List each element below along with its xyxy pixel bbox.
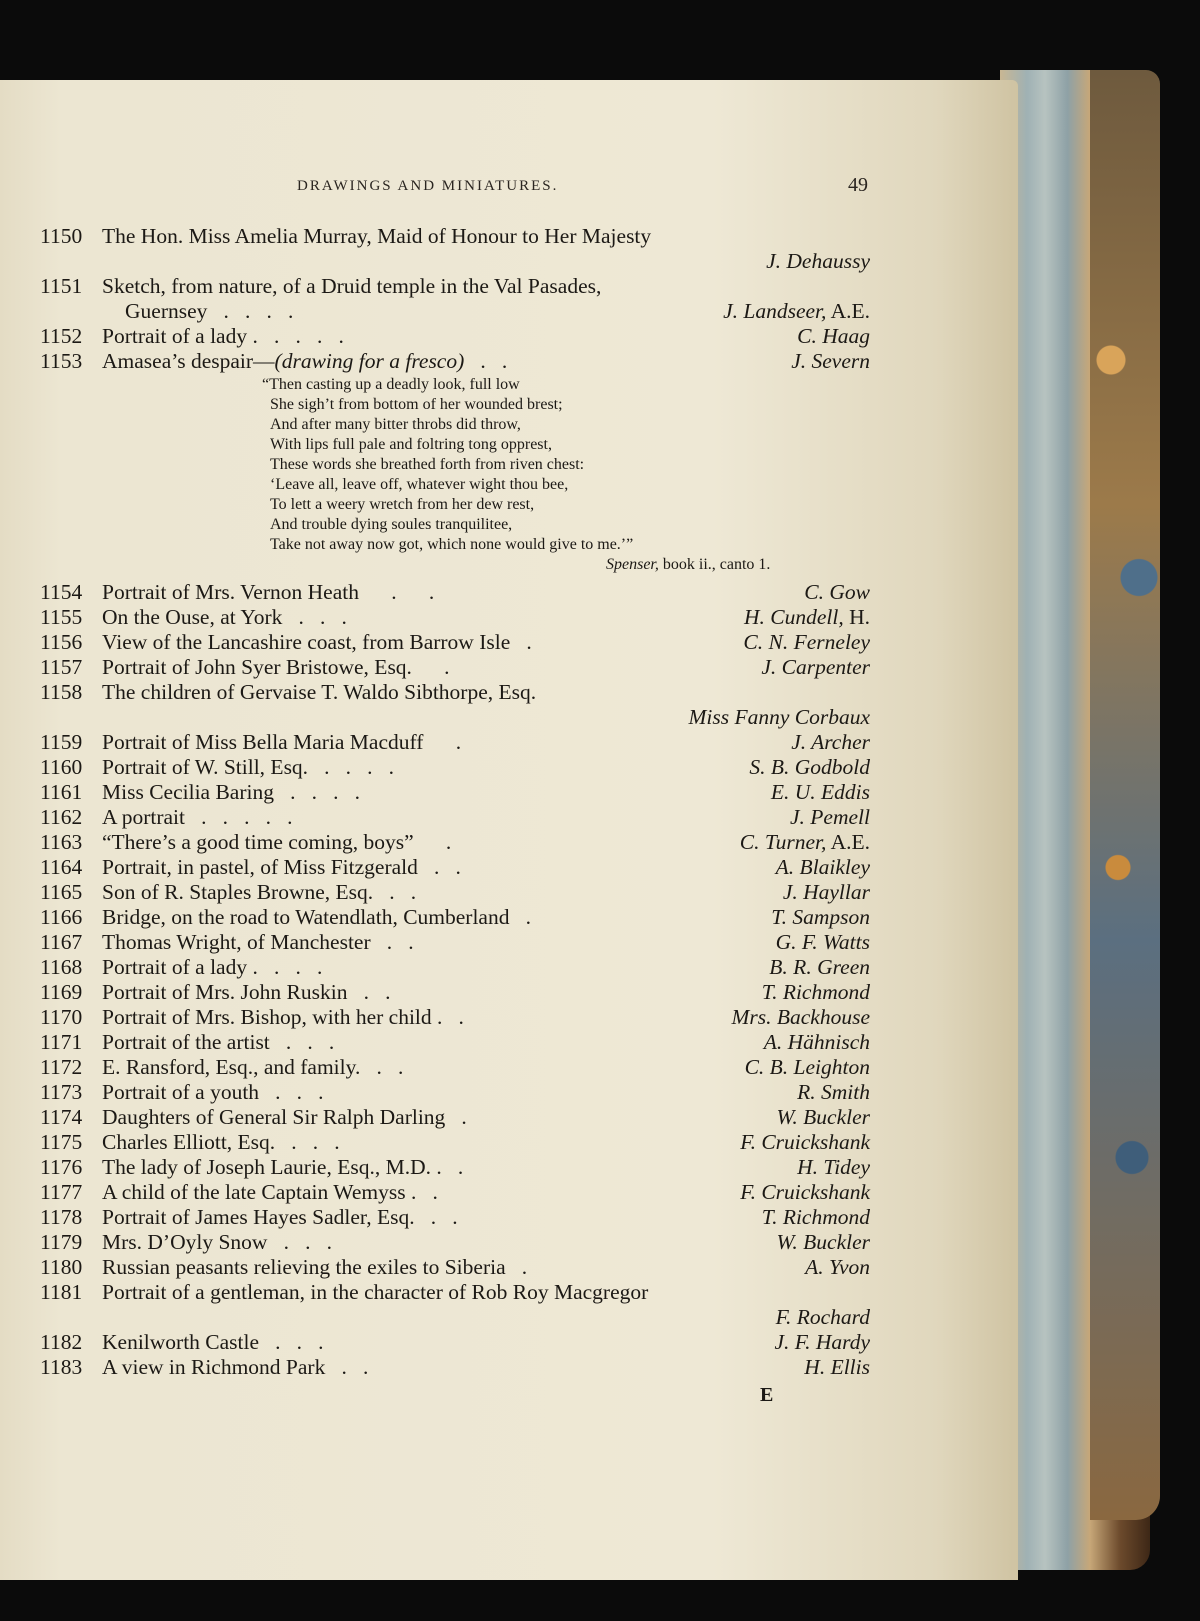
header-title: DRAWINGS AND MINIATURES. <box>297 178 559 194</box>
entry-1164 <box>40 855 870 881</box>
entry-1181-artist-line <box>60 1305 870 1331</box>
entry-1181 <box>40 1280 870 1306</box>
entry-number: 1160 <box>40 755 83 779</box>
entry-artist: H. Ellis <box>804 1355 870 1379</box>
entry-1173 <box>40 1080 870 1106</box>
verse-citation: Spenser, book ii., canto 1. <box>606 556 771 573</box>
entry-number: 1181 <box>40 1280 83 1304</box>
entry-number: 1172 <box>40 1055 83 1079</box>
entry-number: 1175 <box>40 1130 83 1154</box>
entry-1152 <box>40 324 870 350</box>
entry-1160 <box>40 755 870 781</box>
entry-1157 <box>40 655 870 681</box>
entry-number: 1151 <box>40 274 83 298</box>
entry-title: Miss Cecilia Baring . . . . <box>102 780 360 804</box>
entry-1168 <box>40 955 870 981</box>
entry-number: 1164 <box>40 855 83 879</box>
entry-number: 1163 <box>40 830 83 854</box>
entry-title: Bridge, on the road to Watendlath, Cumberland . <box>102 905 531 929</box>
entry-number: 1183 <box>40 1355 83 1379</box>
verse-line: Take not away now got, which none would give to me.’” <box>270 536 634 553</box>
entry-artist: C. Haag <box>797 324 870 348</box>
verse-line: And after many bitter throbs did throw, <box>270 416 521 433</box>
entry-number: 1153 <box>40 349 83 373</box>
entry-artist: H. Cundell, H. <box>743 605 870 629</box>
entry-number: 1177 <box>40 1180 83 1204</box>
entry-artist: J. Pemell <box>790 805 870 829</box>
entry-artist: J. Carpenter <box>761 655 870 679</box>
entry-1150 <box>40 224 870 250</box>
entry-1169 <box>40 980 870 1006</box>
entry-title: Portrait of Mrs. Vernon Heath . . <box>102 580 435 604</box>
entry-artist: S. B. Godbold <box>749 755 870 779</box>
entry-artist: J. F. Hardy <box>774 1330 870 1354</box>
entry-title: Daughters of General Sir Ralph Darling . <box>102 1105 467 1129</box>
entry-artist: W. Buckler <box>776 1105 870 1129</box>
entry-artist: C. Turner, A.E. <box>739 830 870 854</box>
entry-title: Portrait of a gentleman, in the character of Rob Roy Macgregor <box>102 1280 649 1304</box>
entry-title: Portrait of Mrs. Bishop, with her child . . <box>102 1005 464 1029</box>
entry-title: Portrait of W. Still, Esq. . . . . <box>102 755 395 779</box>
entry-1163 <box>40 830 870 856</box>
entry-number: 1165 <box>40 880 83 904</box>
entry-1178 <box>40 1205 870 1231</box>
entry-artist: J. Landseer, A.E. <box>723 299 870 323</box>
entry-1175 <box>40 1130 870 1156</box>
entry-title: Charles Elliott, Esq. . . . <box>102 1130 340 1154</box>
entry-title: A view in Richmond Park . . <box>102 1355 369 1379</box>
entry-title: Russian peasants relieving the exiles to Siberia . <box>102 1255 528 1279</box>
entry-title: Portrait of Mrs. John Ruskin . . <box>102 980 391 1004</box>
entry-number: 1161 <box>40 780 83 804</box>
entry-title: The children of Gervaise T. Waldo Sibthorpe, Esq. <box>102 680 537 704</box>
entry-1155 <box>40 605 870 631</box>
entry-1176 <box>40 1155 870 1181</box>
entry-number: 1152 <box>40 324 83 348</box>
entry-title: Portrait of a lady . . . . . <box>102 324 344 348</box>
entry-number: 1155 <box>40 605 83 629</box>
entry-1166 <box>40 905 870 931</box>
entry-artist: R. Smith <box>797 1080 870 1104</box>
entry-1180 <box>40 1255 870 1281</box>
marbled-edge <box>1090 70 1160 1520</box>
entry-artist: T. Richmond <box>761 1205 870 1229</box>
entry-title: View of the Lancashire coast, from Barrow Isle . <box>102 630 532 654</box>
entry-title: “There’s a good time coming, boys” . <box>102 830 452 854</box>
entry-number: 1182 <box>40 1330 83 1354</box>
entry-title-continued: Guernsey . . . . <box>125 299 294 323</box>
entry-1174 <box>40 1105 870 1131</box>
entry-1150-artist-line <box>60 249 870 275</box>
entry-number: 1158 <box>40 680 83 704</box>
entry-1151-line2 <box>125 299 870 325</box>
entry-artist: J. Dehaussy <box>766 249 870 273</box>
entry-artist: A. Hähnisch <box>763 1030 870 1054</box>
entry-number: 1179 <box>40 1230 83 1254</box>
entry-1158 <box>40 680 870 706</box>
entry-title: Amasea’s despair—(drawing for a fresco) . . <box>102 349 508 373</box>
entry-artist: F. Cruickshank <box>740 1180 870 1204</box>
entry-title: Thomas Wright, of Manchester . . <box>102 930 414 954</box>
verse-line: With lips full pale and foltring tong opprest, <box>270 436 552 453</box>
entry-number: 1178 <box>40 1205 83 1229</box>
entry-title: The Hon. Miss Amelia Murray, Maid of Honour to Her Majesty <box>102 224 652 248</box>
verse-line: These words she breathed forth from riven chest: <box>270 456 585 473</box>
verse-line: She sigh’t from bottom of her wounded brest; <box>270 396 563 413</box>
entry-title: A portrait . . . . . <box>102 805 293 829</box>
entry-artist: W. Buckler <box>776 1230 870 1254</box>
entry-artist: A. Blaikley <box>775 855 870 879</box>
entry-number: 1170 <box>40 1005 83 1029</box>
entry-artist: B. R. Green <box>769 955 870 979</box>
entry-number: 1154 <box>40 580 83 604</box>
entry-1167 <box>40 930 870 956</box>
entry-number: 1156 <box>40 630 83 654</box>
entry-artist: Miss Fanny Corbaux <box>688 705 870 729</box>
signature-mark: E <box>760 1384 774 1406</box>
entry-artist: G. F. Watts <box>775 930 870 954</box>
entry-artist: A. Yvon <box>805 1255 870 1279</box>
entry-1158-artist-line <box>60 705 870 731</box>
verse-line: To lett a weery wretch from her dew rest, <box>270 496 535 513</box>
entry-1182 <box>40 1330 870 1356</box>
entry-title: The lady of Joseph Laurie, Esq., M.D. . . <box>102 1155 464 1179</box>
entry-1161 <box>40 780 870 806</box>
entry-title: Portrait of the artist . . . <box>102 1030 335 1054</box>
entry-number: 1171 <box>40 1030 83 1054</box>
entry-1156 <box>40 630 870 656</box>
entry-1154 <box>40 580 870 606</box>
entry-title: Mrs. D’Oyly Snow . . . <box>102 1230 332 1254</box>
entry-artist: C. Gow <box>804 580 870 604</box>
entry-title: Portrait of James Hayes Sadler, Esq. . . <box>102 1205 458 1229</box>
entry-1172 <box>40 1055 870 1081</box>
entry-number: 1168 <box>40 955 83 979</box>
entry-title: Portrait of Miss Bella Maria Macduff . <box>102 730 462 754</box>
entry-title: Portrait of a youth . . . <box>102 1080 324 1104</box>
entry-title: Kenilworth Castle . . . <box>102 1330 324 1354</box>
entry-number: 1166 <box>40 905 83 929</box>
entry-artist: F. Cruickshank <box>740 1130 870 1154</box>
running-header <box>0 174 1018 200</box>
entry-artist: E. U. Eddis <box>770 780 870 804</box>
entry-1151 <box>40 274 870 300</box>
verse-line: “Then casting up a deadly look, full low <box>262 376 520 393</box>
entry-number: 1180 <box>40 1255 83 1279</box>
entry-title: E. Ransford, Esq., and family. . . <box>102 1055 404 1079</box>
verse-line: And trouble dying soules tranquilitee, <box>270 516 513 533</box>
entry-1153 <box>40 349 870 375</box>
entry-title: Portrait of John Syer Bristowe, Esq. . <box>102 655 450 679</box>
entry-artist: C. B. Leighton <box>744 1055 870 1079</box>
entry-artist: T. Richmond <box>761 980 870 1004</box>
page-number: 49 <box>848 174 868 196</box>
verse-line: ‘Leave all, leave off, whatever wight thou bee, <box>270 476 569 493</box>
entry-number: 1162 <box>40 805 83 829</box>
entry-1170 <box>40 1005 870 1031</box>
entry-number: 1157 <box>40 655 83 679</box>
entry-artist: J. Archer <box>791 730 870 754</box>
entry-artist: C. N. Ferneley <box>743 630 870 654</box>
entry-artist: F. Rochard <box>775 1305 870 1329</box>
entry-1165 <box>40 880 870 906</box>
entry-1171 <box>40 1030 870 1056</box>
entry-1159 <box>40 730 870 756</box>
entry-number: 1174 <box>40 1105 83 1129</box>
entry-title: Son of R. Staples Browne, Esq. . . <box>102 880 417 904</box>
entry-number: 1159 <box>40 730 83 754</box>
entry-number: 1169 <box>40 980 83 1004</box>
entry-title: On the Ouse, at York . . . <box>102 605 347 629</box>
entry-artist: Mrs. Backhouse <box>731 1005 870 1029</box>
entry-title: Sketch, from nature, of a Druid temple in the Val Pasades, <box>102 274 602 298</box>
entry-1183 <box>40 1355 870 1381</box>
entry-artist: J. Hayllar <box>782 880 870 904</box>
entry-number: 1176 <box>40 1155 83 1179</box>
entry-artist: H. Tidey <box>797 1155 870 1179</box>
entry-artist: J. Severn <box>791 349 870 373</box>
entry-title: Portrait, in pastel, of Miss Fitzgerald . . <box>102 855 461 879</box>
entry-number: 1173 <box>40 1080 83 1104</box>
entry-number: 1167 <box>40 930 83 954</box>
entry-1179 <box>40 1230 870 1256</box>
entry-1177 <box>40 1180 870 1206</box>
entry-number: 1150 <box>40 224 83 248</box>
entry-title: A child of the late Captain Wemyss . . <box>102 1180 438 1204</box>
entry-artist: T. Sampson <box>771 905 870 929</box>
entry-1162 <box>40 805 870 831</box>
entry-title: Portrait of a lady . . . . <box>102 955 323 979</box>
